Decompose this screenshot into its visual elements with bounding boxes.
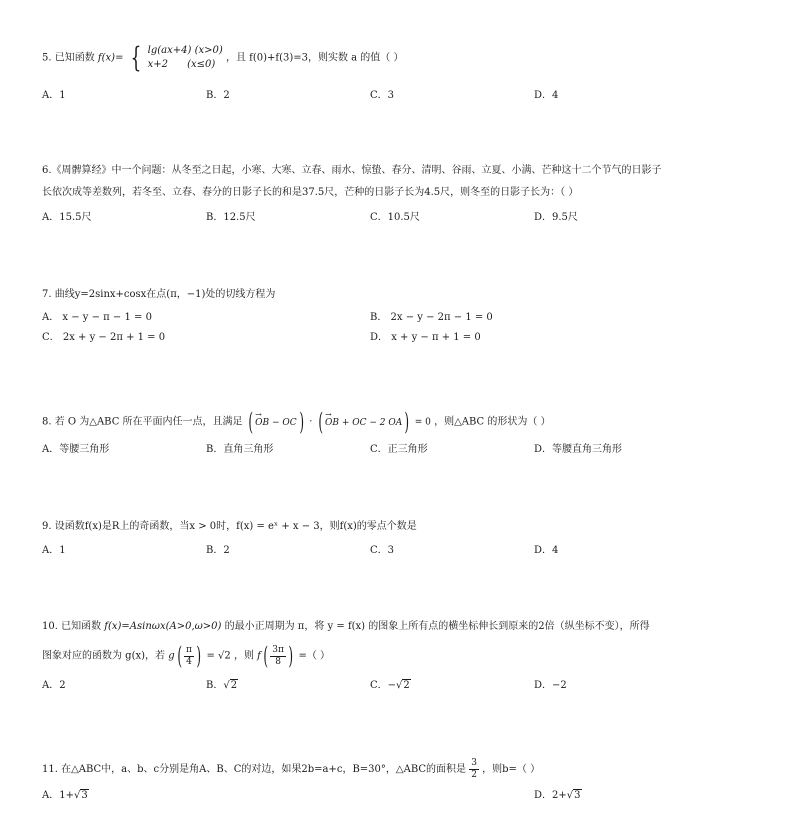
q8-suffix: ，则△ABC 的形状为（ ） [434,416,551,428]
q7-option-c[interactable]: C． 2x + y − 2π + 1 = 0 [42,332,166,343]
q10-g-paren-close: ) [196,642,201,670]
q8-paren-close-2: ) [404,408,410,436]
q5-function: f(x)= [97,52,124,64]
q11-denominator: 2 [471,770,477,780]
q8-vector-expr-1: → OB − OC [255,416,297,430]
question-10-line-2 [42,644,330,668]
q11-option-a-sqrt: √3 [73,790,88,801]
q10-g-numerator: π [186,644,192,655]
q10-option-a[interactable]: A．2 [42,680,66,691]
question-8-stem [42,410,551,434]
q11-option-a-label: A．1+ [42,790,74,801]
q11-option-d-radicand: 3 [574,790,581,801]
q8-option-c[interactable]: C．正三角形 [370,444,428,455]
q5-cases [148,44,223,72]
question-6-line-1: 6.《周髀算经》中一个问题：从冬至之日起，小寒、大寒、立春、雨水、惊蛰、春分、清明、谷雨、立夏、小满、芒种这十二个节气的日影子 [42,165,662,176]
q7-option-d[interactable]: D． x + y − π + 1 = 0 [370,332,481,343]
q10-function: f(x)=Asinωx(A>0,ω>0) [104,621,222,632]
q10-prefix: 10. 已知函数 [42,621,102,632]
q10-mid: ，则 [233,650,254,662]
q11-fraction [469,758,479,781]
q7-option-b[interactable]: B． 2x − y − 2π − 1 = 0 [370,312,493,323]
q5-case-2: x+2 (x≤0) [147,59,216,70]
q6-option-a[interactable]: A．15.5尺 [42,212,92,223]
q8-option-d[interactable]: D．等腰直角三角形 [534,444,623,455]
q10-option-b-radicand: 2 [230,680,238,691]
q10-option-c-label: C． [370,680,388,691]
q10-line-2-prefix: 图象对应的函数为 g(x)，若 [42,650,166,662]
q11-prefix: 11. 在△ABC中，a、b、c分别是角A、B、C的对边，如果2b=a+c，B=30°，△ABC的面积是 [42,764,466,775]
q8-dot: · [309,416,313,428]
q5-option-c[interactable]: C．3 [370,90,395,101]
q10-line-1-rest: 的最小正周期为 π，将 y = f(x) 的图象上所有点的横坐标伸长到原来的2倍（纵坐标不变），所得 [224,621,650,632]
q10-option-c-sign: − [387,680,397,691]
question-6-line-2: 长依次成等差数列，若冬至、立春、春分的日影子长的和是37.5尺，芒种的日影子长为4.5尺，则冬至的日影子长为：（ ） [42,187,579,198]
q10-g-denominator: 4 [186,656,192,667]
q11-option-d[interactable] [534,786,582,801]
q10-end: =（ ） [298,650,331,662]
q11-suffix: ，则b=（ ） [482,764,541,775]
q8-option-b[interactable]: B．直角三角形 [206,444,274,455]
q5-prefix: 5. 已知函数 [42,52,95,64]
q5-brace: { [130,41,141,74]
q5-option-a[interactable]: A．1 [42,90,66,101]
q6-option-c[interactable]: C．10.5尺 [370,212,420,223]
q8-vector-expr-2: → OB + OC − 2 OA [325,416,402,430]
q10-f-fraction [270,645,286,668]
q11-numerator: 3 [471,758,477,768]
q10-option-c-radicand: 2 [403,680,410,691]
q10-g-paren-open: ( [176,642,182,670]
q10-f-paren-open: ( [263,642,268,670]
q11-option-a[interactable] [42,786,89,801]
q5-suffix: ，且 f(0)+f(3)=3，则实数 a 的值（ ） [225,52,404,64]
q6-option-d[interactable]: D．9.5尺 [534,212,578,223]
question-9-stem: 9. 设函数f(x)是R上的奇函数，当x > 0时，f(x) = eˣ + x − 3，则f(x)的零点个数是 [42,521,417,532]
q8-paren-close-1: ) [299,408,304,436]
q10-f-paren-close: ) [288,642,293,670]
q8-paren-open-1: ( [248,408,253,436]
q10-g-fraction [184,645,194,668]
q10-option-d[interactable]: D．−2 [534,680,567,691]
q10-f: f [257,650,261,662]
q5-case-1: lg(ax+4) (x>0) [147,45,223,56]
q11-option-d-sqrt: √3 [566,790,581,801]
question-10-line-1 [42,620,650,634]
q5-option-d[interactable]: D．4 [534,90,559,101]
q10-f-numerator: 3π [272,644,284,655]
q10-g: g [168,650,175,662]
question-11-stem [42,758,540,781]
q10-f-denominator: 8 [275,656,281,667]
q7-option-a[interactable]: A． x − y − π − 1 = 0 [42,312,152,323]
q9-option-a[interactable]: A．1 [42,545,66,556]
q10-option-b-label: B． [206,680,224,691]
q11-option-d-label: D．2+ [534,790,567,801]
q9-option-c[interactable]: C．3 [370,545,395,556]
q10-g-value: = √2 [206,650,231,662]
q6-option-b[interactable]: B．12.5尺 [206,212,256,223]
question-7-stem: 7. 曲线y=2sinx+cosx在点(π，−1)处的切线方程为 [42,289,276,300]
q8-paren-open-2: ( [317,408,323,436]
q10-option-b[interactable] [206,676,238,691]
q8-option-a[interactable]: A．等腰三角形 [42,444,110,455]
q9-option-b[interactable]: B．2 [206,545,230,556]
q8-equals: = 0 [414,417,431,428]
q11-option-a-radicand: 3 [81,790,88,801]
question-5-stem [42,41,404,74]
q10-option-c[interactable] [370,676,411,691]
q9-option-d[interactable]: D．4 [534,545,559,556]
q10-option-c-sqrt: √2 [396,680,410,691]
q5-option-b[interactable]: B．2 [206,90,230,101]
q10-option-b-sqrt: √2 [223,680,238,691]
q8-prefix: 8. 若 O 为△ABC 所在平面内任一点，且满足 [42,416,243,428]
